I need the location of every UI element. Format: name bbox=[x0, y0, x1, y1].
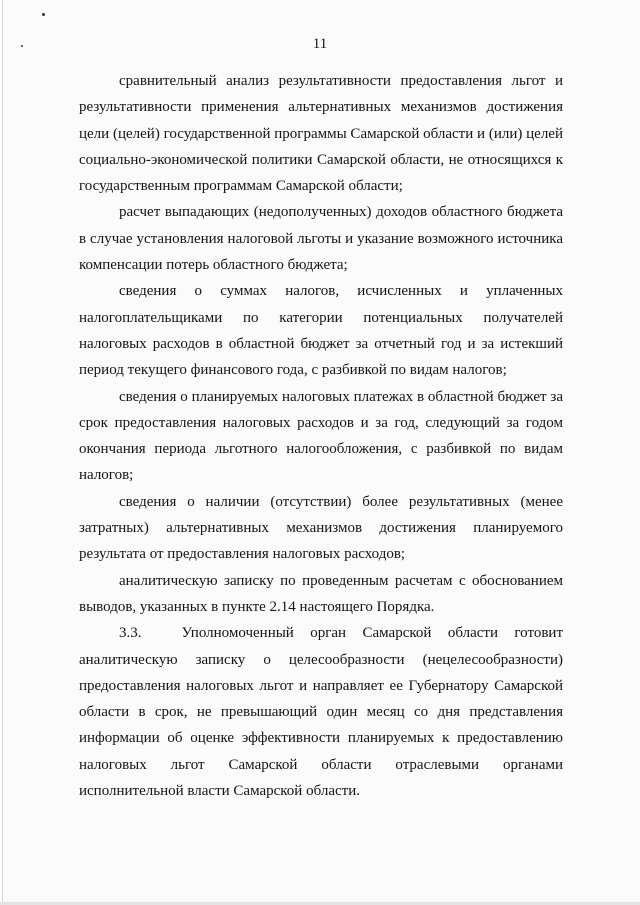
paragraph-planned-payments: сведения о планируемых налоговых платежах в областной бюджет за срок предоставления налоговых расходов и за год, следующий за годом окончания периода льготного налогообложения, с разбивкой по видам налогов; bbox=[79, 388, 563, 484]
paragraph-analytical-note: аналитическую записку по проведенным расчетам с обоснованием выводов, указанных в пункте 2.14 настоящего Порядка. bbox=[79, 572, 563, 615]
document-body bbox=[79, 68, 563, 804]
page-number: 11 bbox=[312, 36, 328, 52]
paragraph-lost-revenue: расчет выпадающих (недополученных) доходов областного бюджета в случае установления налоговой льготы и указание возможного источника компенсации потерь областного бюджета; bbox=[79, 204, 563, 274]
scan-edge-line bbox=[2, 0, 3, 905]
scan-speck bbox=[42, 13, 45, 16]
clause-3-3 bbox=[79, 620, 563, 804]
clause-text: Уполномоченный орган Самарской области готовит аналитическую записку о целесообразности (нецелесообразности) предоставления налоговых льгот и направляет ее Губернатору Самарской области в срок, не превышающий один месяц со дня представления информации об оценке эффективности планируемых к предоставлению налоговых льгот Самарской области отраслевыми органами исполнительной власти Самарской области. bbox=[79, 625, 563, 800]
paragraph-tax-amounts: сведения о суммах налогов, исчисленных и уплаченных налогоплательщиками по категории потенциальных получателей налоговых расходов в областной бюджет за отчетный год и за истекший период текущего финансового года, с разбивкой по видам налогов; bbox=[79, 283, 563, 379]
paragraph-comparative-analysis: сравнительный анализ результативности предоставления льгот и результативности применения альтернативных механизмов достижения цели (целей) государственной программы Самарской области и (или) целей социально-экономической политики Самарской области, не относящихся к государственным программам Самарской области; bbox=[79, 73, 563, 195]
paragraph-alternative-mechanisms: сведения о наличии (отсутствии) более результативных (менее затратных) альтернативных механизмов достижения планируемого результата от предоставления налоговых расходов; bbox=[79, 493, 563, 563]
clause-number: 3.3. bbox=[119, 625, 142, 642]
